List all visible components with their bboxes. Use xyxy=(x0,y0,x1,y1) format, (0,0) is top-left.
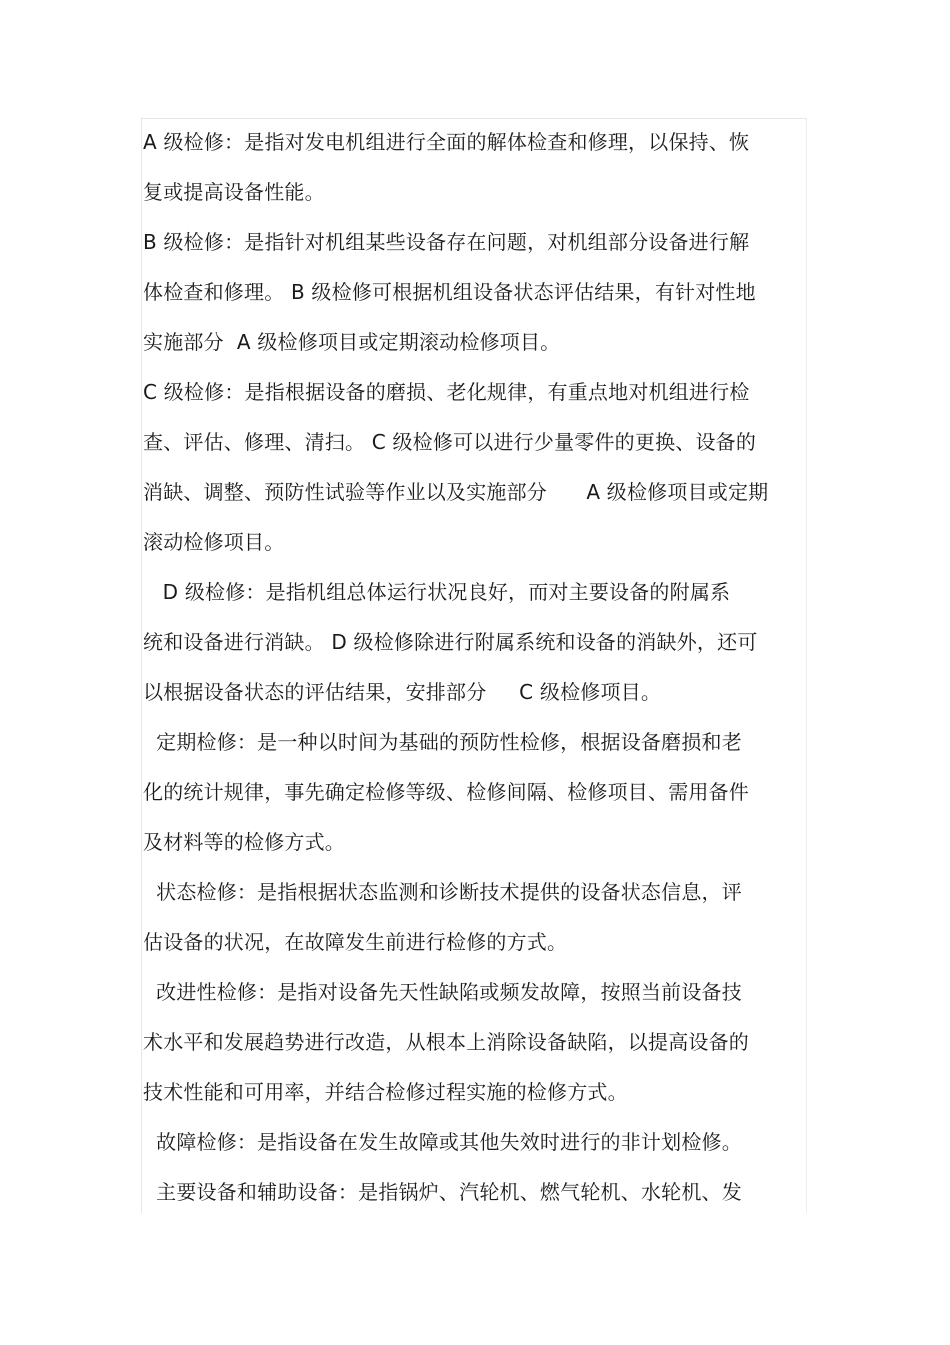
text-line: C 级检修：是指根据设备的磨损、老化规律，有重点地对机组进行检 xyxy=(143,380,750,404)
text-line: 化的统计规律，事先确定检修等级、检修间隔、检修项目、需用备件 xyxy=(143,780,749,804)
text-line: 消缺、调整、预防性试验等作业以及实施部分 A 级检修项目或定期 xyxy=(143,480,769,504)
text-line: 故障检修：是指设备在发生故障或其他失效时进行的非计划检修。 xyxy=(143,1130,742,1154)
text-line: 统和设备进行消缺。 D 级检修除进行附属系统和设备的消缺外，还可 xyxy=(143,630,758,654)
text-line: 复或提高设备性能。 xyxy=(143,180,325,204)
document-body xyxy=(143,118,793,1217)
text-line: 查、评估、修理、清扫。 C 级检修可以进行少量零件的更换、设备的 xyxy=(143,430,757,454)
text-line: 技术性能和可用率，并结合检修过程实施的检修方式。 xyxy=(143,1080,628,1104)
text-line: 术水平和发展趋势进行改造，从根本上消除设备缺陷，以提高设备的 xyxy=(143,1030,749,1054)
text-line: D 级检修：是指机组总体运行状况良好，而对主要设备的附属系 xyxy=(143,580,731,604)
text-line: 改进性检修：是指对设备先天性缺陷或频发故障，按照当前设备技 xyxy=(143,980,742,1004)
text-line: 主要设备和辅助设备：是指锅炉、汽轮机、燃气轮机、水轮机、发 xyxy=(143,1180,742,1204)
text-line: 实施部分 A 级检修项目或定期滚动检修项目。 xyxy=(143,330,561,354)
text-line: B 级检修：是指针对机组某些设备存在问题，对机组部分设备进行解 xyxy=(143,230,750,254)
text-line: 状态检修：是指根据状态监测和诊断技术提供的设备状态信息，评 xyxy=(143,880,742,904)
text-line: 及材料等的检修方式。 xyxy=(143,830,345,854)
text-line: 定期检修：是一种以时间为基础的预防性检修，根据设备磨损和老 xyxy=(143,730,742,754)
text-line: 体检查和修理。 B 级检修可根据机组设备状态评估结果，有针对性地 xyxy=(143,280,756,304)
text-line: A 级检修：是指对发电机组进行全面的解体检查和修理，以保持、恢 xyxy=(143,130,750,154)
text-line: 滚动检修项目。 xyxy=(143,530,285,554)
text-line: 以根据设备状态的评估结果，安排部分 C 级检修项目。 xyxy=(143,680,662,704)
text-line: 估设备的状况，在故障发生前进行检修的方式。 xyxy=(143,930,568,954)
